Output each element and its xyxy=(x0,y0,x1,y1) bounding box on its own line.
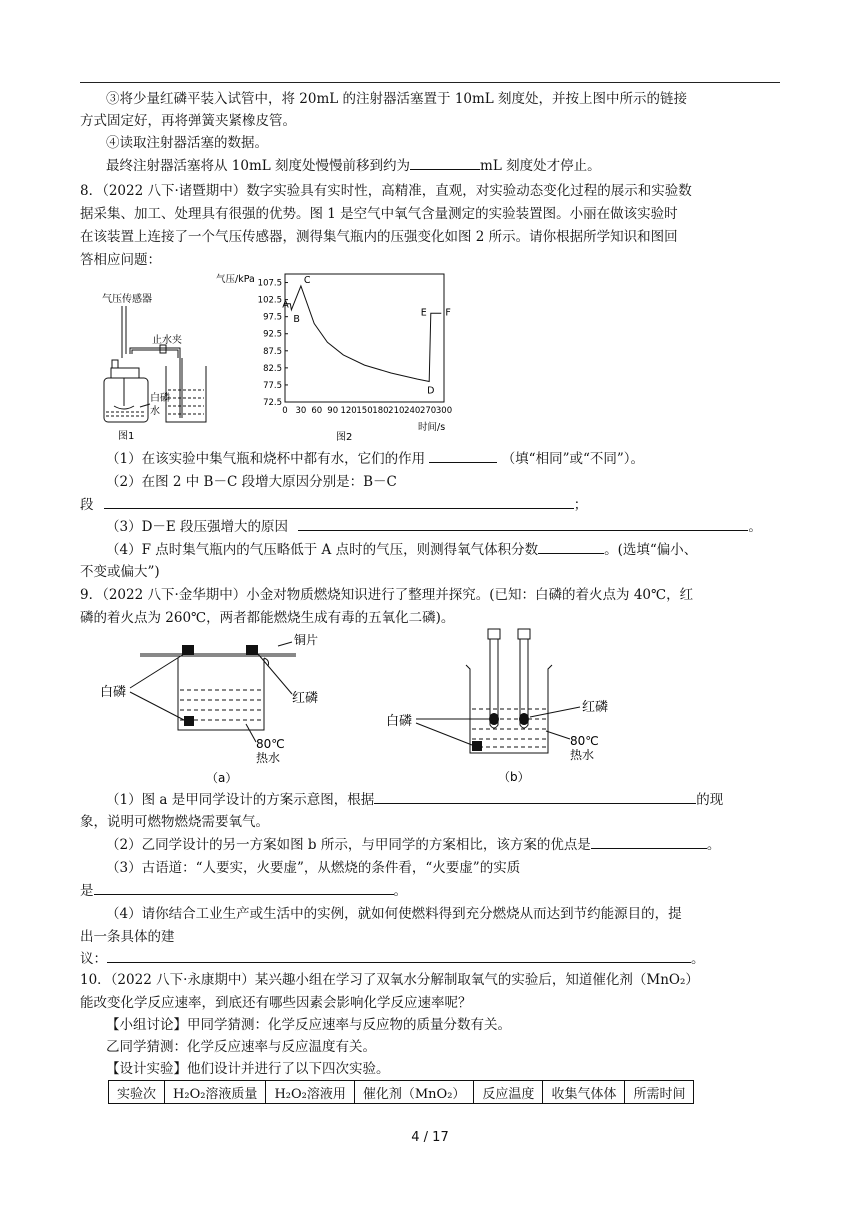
point-label-e: E xyxy=(420,307,427,319)
answer-blank[interactable] xyxy=(298,516,748,531)
y-tick-label: 72.5 xyxy=(263,398,282,408)
q8-line2: 据采集、加工、处理具有很强的优势。图 1 是空气中氧气含量测定的实验装置图。小丽在做该实验时 xyxy=(80,206,678,222)
q9-sub4-line3 xyxy=(80,948,780,970)
fig-a-copper-label: 铜片 xyxy=(294,633,319,647)
q8-sub3 xyxy=(80,516,780,538)
q8-sub4-hint: 。(选填“偏小、 xyxy=(604,542,698,558)
table-header-cell: 反应温度 xyxy=(474,1081,543,1104)
q9-sub2-end: 。 xyxy=(706,837,721,853)
step4-line: ④读取注射器活塞的数据。 xyxy=(106,135,268,151)
q9-sub3-cont xyxy=(80,880,780,902)
x-tick-label: 30 xyxy=(295,406,307,416)
fig1-caption: 图1 xyxy=(118,431,135,442)
header-rule xyxy=(80,82,780,83)
q8-sub2-cont xyxy=(80,494,780,516)
fig-a-white-label: 白磷 xyxy=(100,685,127,700)
fig1-apparatus xyxy=(100,288,212,443)
x-tick-label: 0 xyxy=(282,406,288,416)
fig2-ylabel: 气压/kPa xyxy=(216,274,255,285)
fig-b-red-label: 红磷 xyxy=(582,700,609,715)
x-tick-label: 90 xyxy=(327,406,339,416)
q8-sub2: （2）在图 2 中 B－C 段增大原因分别是：B－C xyxy=(106,474,397,490)
fig-a-temp-label: 80℃ xyxy=(256,737,285,751)
q9-line2: 磷的着火点为 260℃，两者都能燃烧生成有毒的五氧化二磷)。 xyxy=(80,610,455,626)
q8-sub3-end: 。 xyxy=(748,519,762,535)
q8-sub4 xyxy=(80,539,780,561)
fig-a-red-label: 红磷 xyxy=(292,691,319,706)
x-tick-label: 60 xyxy=(311,406,323,416)
fig1-phosphorus-label: 白磷 xyxy=(150,393,170,404)
step3-line1: ③将少量红磷平装入试管中，将 20mL 的注射器活塞置于 10mL 刻度处，并按上图中所示的链接 xyxy=(106,91,688,107)
step3-line2: 方式固定好，再将弹簧夹紧橡皮管。 xyxy=(80,113,296,129)
q8-line3: 在该装置上连接了一个气压传感器，测得集气瓶内的压强变化如图 2 所示。请你根据所学知识和图回 xyxy=(80,229,678,245)
y-tick-label: 77.5 xyxy=(263,380,282,391)
q8-sub1-hint: （填“相同”或“不同”）。 xyxy=(501,451,645,467)
q9-sub1-cont: 象，说明可燃物燃烧需要氧气。 xyxy=(80,814,269,830)
final-text-b: mL 刻度处才停止。 xyxy=(480,158,601,174)
q9-sub4-prefix: 议： xyxy=(80,951,107,967)
q9-sub1 xyxy=(80,789,780,811)
q10-design: 【设计实验】他们设计并进行了以下四次实验。 xyxy=(106,1061,390,1077)
q8-sub4-text: （4）F 点时集气瓶内的气压略低于 A 点时的气压，则测得氧气体积分数 xyxy=(106,542,539,558)
q9-sub1-text: （1）图 a 是甲同学设计的方案示意图，根据 xyxy=(106,792,375,808)
fig-b-white-label: 白磷 xyxy=(386,714,413,729)
final-reading-line xyxy=(80,155,780,177)
q8-sub1-text: （1）在该实验中集气瓶和烧杯中都有水，它们的作用 xyxy=(106,451,426,467)
q8-sub2-prefix: 段 xyxy=(80,497,94,513)
q9-sub4: （4）请你结合工业生产或生活中的实例，就如何使燃料得到充分燃烧从而达到节约能源目的，提 xyxy=(106,906,682,922)
x-tick-label: 180 xyxy=(372,406,389,416)
q10-line1: 10．（2022 八下·永康期中）某兴趣小组在学习了双氧水分解制取氧气的实验后，知道催化剂（MnO₂） xyxy=(80,972,699,988)
table-header-row xyxy=(109,1081,694,1104)
q10-line2: 能改变化学反应速率，到底还有哪些因素会影响化学反应速率呢？ xyxy=(80,995,472,1011)
y-tick-label: 107.5 xyxy=(257,278,282,289)
fig2-caption: 图2 xyxy=(336,432,353,443)
x-tick-label: 150 xyxy=(356,406,373,416)
fig-a-caption: （a） xyxy=(206,771,238,785)
answer-blank[interactable] xyxy=(538,539,604,554)
y-tick-label: 97.5 xyxy=(263,312,282,323)
q9-sub1-tail: 的现 xyxy=(696,792,724,808)
q9-sub4-line2: 出一条具体的建 xyxy=(80,929,175,945)
q8-line1: 8．（2022 八下·诸暨期中）数字实验具有实时性，高精准，直观，对实验动态变化过程的展示和实验数 xyxy=(80,183,692,199)
answer-blank[interactable] xyxy=(429,448,497,463)
point-label-d: D xyxy=(427,385,435,397)
fig2-xlabel: 时间/s xyxy=(418,422,446,433)
q9-sub4-end: 。 xyxy=(691,951,705,967)
fig1-clamp-label: 止水夹 xyxy=(152,335,182,346)
q9-line1: 9．（2022 八下·金华期中）小金对物质燃烧知识进行了整理并探究。(已知：白磷的着火点为 40℃，红 xyxy=(80,587,694,603)
answer-blank[interactable] xyxy=(374,789,696,804)
q10-guess2: 乙同学猜测：化学反应速率与反应温度有关。 xyxy=(106,1039,376,1055)
fig-b-apparatus xyxy=(380,625,640,787)
fig-a-water-label: 热水 xyxy=(256,751,281,765)
fig1-water-label: 水 xyxy=(150,406,160,417)
experiment-table xyxy=(108,1080,694,1104)
x-tick-label: 300 xyxy=(435,406,453,416)
answer-blank[interactable] xyxy=(591,834,707,849)
table-header-cell: 收集气体体 xyxy=(543,1081,625,1104)
y-tick-label: 92.5 xyxy=(263,329,282,340)
q9-sub3: （3）古语道：“人要实，火要虚”，从燃烧的条件看，“火要虚”的实质 xyxy=(106,860,521,876)
q9-sub3-prefix: 是 xyxy=(80,883,94,899)
final-text-a: 最终注射器活塞将从 10mL 刻度处慢慢前移到约为 xyxy=(106,158,411,174)
point-label-b: B xyxy=(293,313,300,325)
pressure-line xyxy=(285,286,441,382)
x-tick-label: 210 xyxy=(388,406,405,416)
q8-sub4-cont: 不变或偏大”) xyxy=(80,564,160,580)
x-tick-label: 270 xyxy=(419,406,437,416)
table-header-cell: H₂O₂溶液质量 xyxy=(165,1081,266,1104)
q9-sub2-text: （2）乙同学设计的另一方案如图 b 所示，与甲同学的方案相比，该方案的优点是 xyxy=(106,837,591,853)
table-header-cell: H₂O₂溶液用 xyxy=(266,1081,354,1104)
answer-blank[interactable] xyxy=(94,880,394,895)
q8-sub1 xyxy=(80,448,780,470)
fig-b-caption: （b） xyxy=(498,770,530,784)
fig-b-temp-label: 80℃ xyxy=(570,734,599,748)
page-number: 4 / 17 xyxy=(411,1130,449,1145)
q8-sub3-text: （3）D－E 段压强增大的原因 xyxy=(106,519,289,535)
q10-discuss: 【小组讨论】甲同学猜测：化学反应速率与反应物的质量分数有关。 xyxy=(106,1017,511,1033)
answer-blank[interactable] xyxy=(107,948,691,963)
point-label-f: F xyxy=(445,307,451,319)
fig2-pressure-chart xyxy=(212,270,460,445)
y-tick-label: 87.5 xyxy=(263,346,282,357)
q8-line4: 答相应问题： xyxy=(80,252,161,268)
answer-blank[interactable] xyxy=(104,494,574,509)
answer-blank[interactable] xyxy=(410,155,480,170)
fig-b-water-label: 热水 xyxy=(570,748,595,762)
x-tick-label: 240 xyxy=(404,406,421,416)
q8-sub2-end: ； xyxy=(573,497,588,513)
fig-a-apparatus xyxy=(96,630,346,788)
y-tick-label: 82.5 xyxy=(263,363,282,374)
point-label-c: C xyxy=(303,274,311,286)
q9-sub3-end: 。 xyxy=(393,883,407,899)
x-tick-label: 120 xyxy=(340,406,357,416)
table-header-cell: 所需时间 xyxy=(625,1081,694,1104)
table-header-cell: 实验次 xyxy=(109,1081,165,1104)
point-label-a: A xyxy=(282,299,289,311)
q9-sub2 xyxy=(80,834,780,856)
y-tick-label: 102.5 xyxy=(257,295,282,306)
table-header-cell: 催化剂（MnO₂） xyxy=(354,1081,474,1104)
fig1-sensor-label: 气压传感器 xyxy=(102,294,152,305)
